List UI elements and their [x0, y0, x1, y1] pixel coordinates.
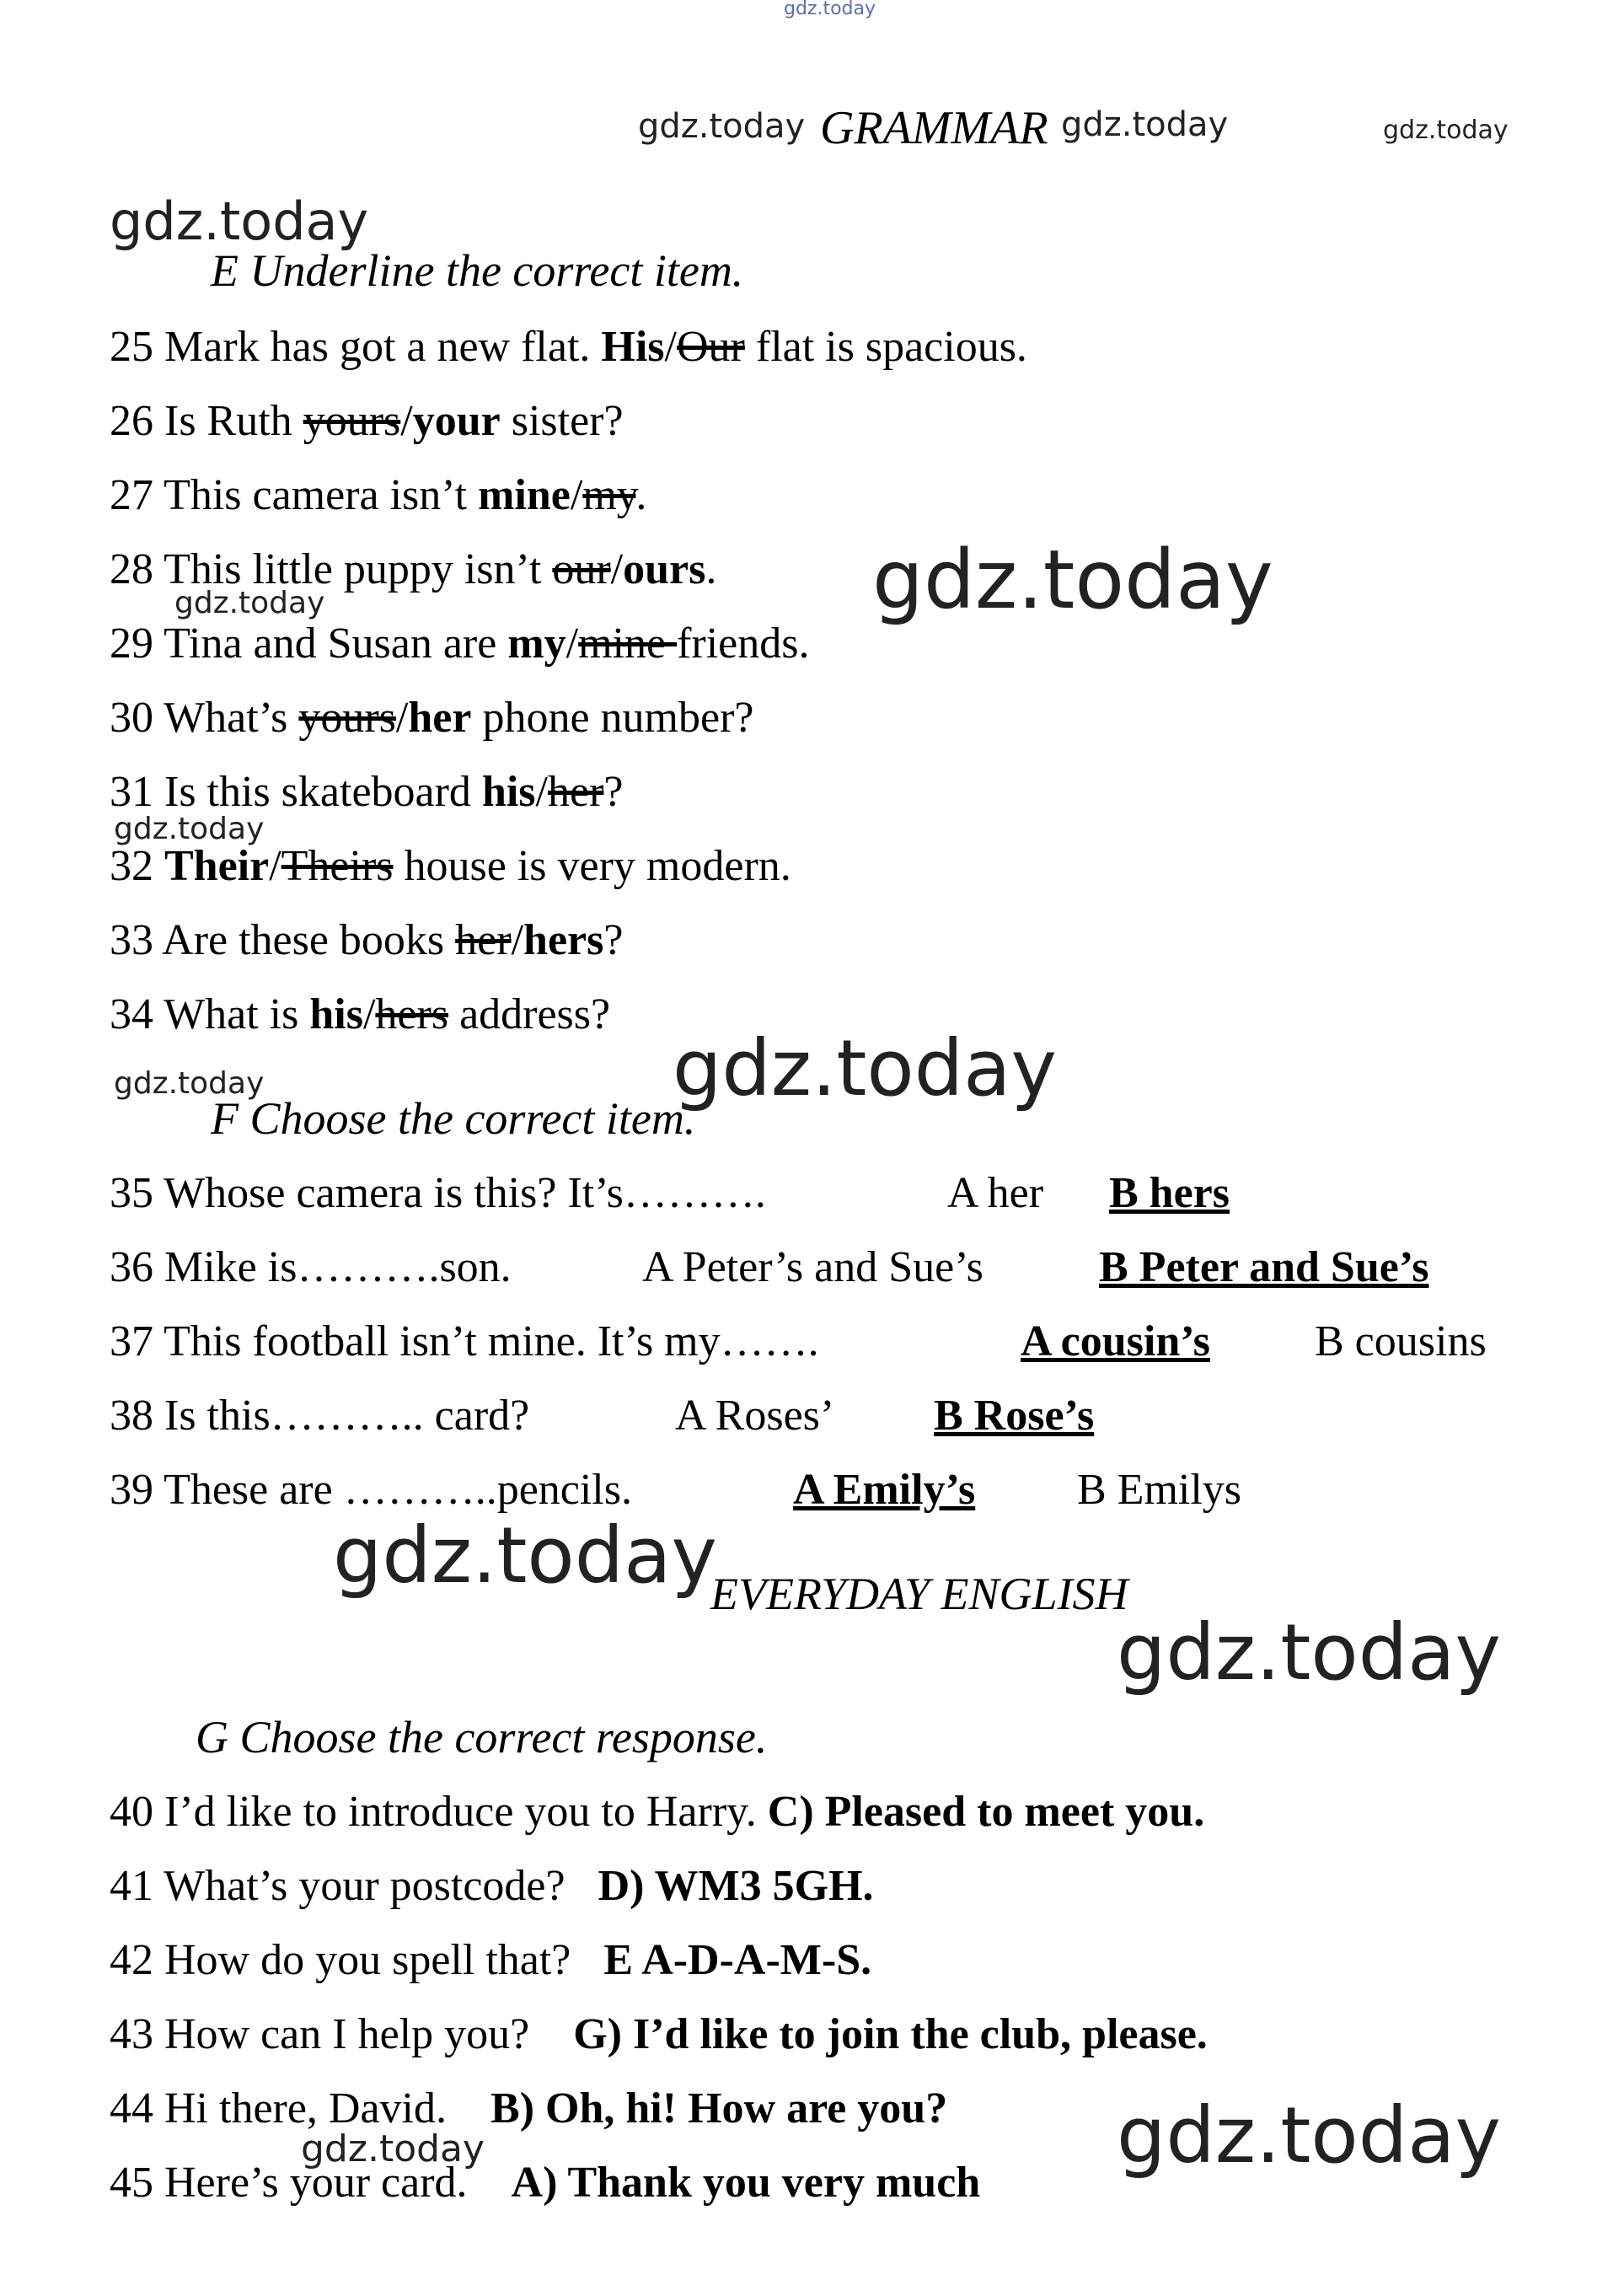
watermark: gdz.today: [1061, 105, 1229, 144]
section-title-grammar: GRAMMAR: [820, 102, 1048, 154]
option-b: B cousins: [1315, 1317, 1487, 1365]
watermark: gdz.today: [673, 1023, 1057, 1113]
exercise-f-heading: F Choose the correct item.: [211, 1093, 696, 1144]
list-item: 44 Hi there, David. B) Oh, hi! How are you?: [110, 2084, 948, 2132]
watermark: gdz.today: [174, 586, 325, 620]
option-b: B Peter and Sue’s: [1099, 1243, 1429, 1291]
list-item: 43 How can I help you? G) I’d like to join the club, please.: [110, 2010, 1208, 2058]
top-watermark: gdz.today: [784, 0, 876, 19]
list-item: 28 This little puppy isn’t our/ours.: [110, 545, 717, 593]
watermark: gdz.today: [114, 1066, 265, 1101]
list-item: 30 What’s yours/her phone number?: [110, 694, 754, 742]
watermark: gdz.today: [872, 533, 1273, 627]
list-item: 37 This football isn’t mine. It’s my…….: [110, 1317, 819, 1365]
option-b: B hers: [1109, 1169, 1230, 1217]
watermark: gdz.today: [333, 1510, 717, 1601]
section-title-everyday-english: EVERYDAY ENGLISH: [710, 1569, 1128, 1619]
list-item: 40 I’d like to introduce you to Harry. C) Pleased to meet you.: [110, 1788, 1205, 1836]
option-a: A Roses’: [675, 1392, 835, 1440]
list-item: 34 What is his/hers address?: [110, 990, 611, 1038]
list-item: 25 Mark has got a new flat. His/Our flat is spacious.: [110, 323, 1027, 371]
list-item: 32 Their/Theirs house is very modern.: [110, 842, 791, 890]
watermark: gdz.today: [110, 190, 369, 252]
list-item: 36 Mike is……….son.: [110, 1243, 512, 1291]
list-item: 38 Is this……….. card?: [110, 1392, 530, 1440]
list-item: 45 Here’s your card. A) Thank you very much: [110, 2159, 981, 2207]
list-item: 41 What’s your postcode? D) WM3 5GH.: [110, 1862, 874, 1910]
watermark: gdz.today: [1383, 115, 1509, 145]
watermark: gdz.today: [114, 812, 265, 846]
list-item: 35 Whose camera is this? It’s……….: [110, 1169, 766, 1217]
option-a: A cousin’s: [1021, 1317, 1210, 1365]
exercise-e-heading: E Underline the correct item.: [211, 245, 744, 296]
watermark: gdz.today: [1117, 1607, 1501, 1698]
list-item: 33 Are these books her/hers?: [110, 916, 624, 964]
list-item: 27 This camera isn’t mine/my.: [110, 471, 647, 519]
option-a: A Emily’s: [793, 1466, 976, 1514]
option-a: A Peter’s and Sue’s: [642, 1243, 984, 1291]
list-item: 39 These are ………..pencils.: [110, 1466, 632, 1514]
list-item: 42 How do you spell that? E A-D-A-M-S.: [110, 1936, 872, 1984]
option-b: B Rose’s: [934, 1392, 1095, 1440]
list-item: 31 Is this skateboard his/her?: [110, 768, 624, 816]
option-a: A her: [947, 1169, 1044, 1217]
watermark: gdz.today: [301, 2127, 485, 2170]
watermark: gdz.today: [1117, 2090, 1501, 2181]
list-item: 29 Tina and Susan are my/mine friends.: [110, 620, 810, 668]
exercise-g-heading: G Choose the correct response.: [196, 1712, 768, 1762]
option-b: B Emilys: [1077, 1466, 1242, 1514]
list-item: 26 Is Ruth yours/your sister?: [110, 397, 624, 445]
watermark: gdz.today: [638, 107, 806, 146]
